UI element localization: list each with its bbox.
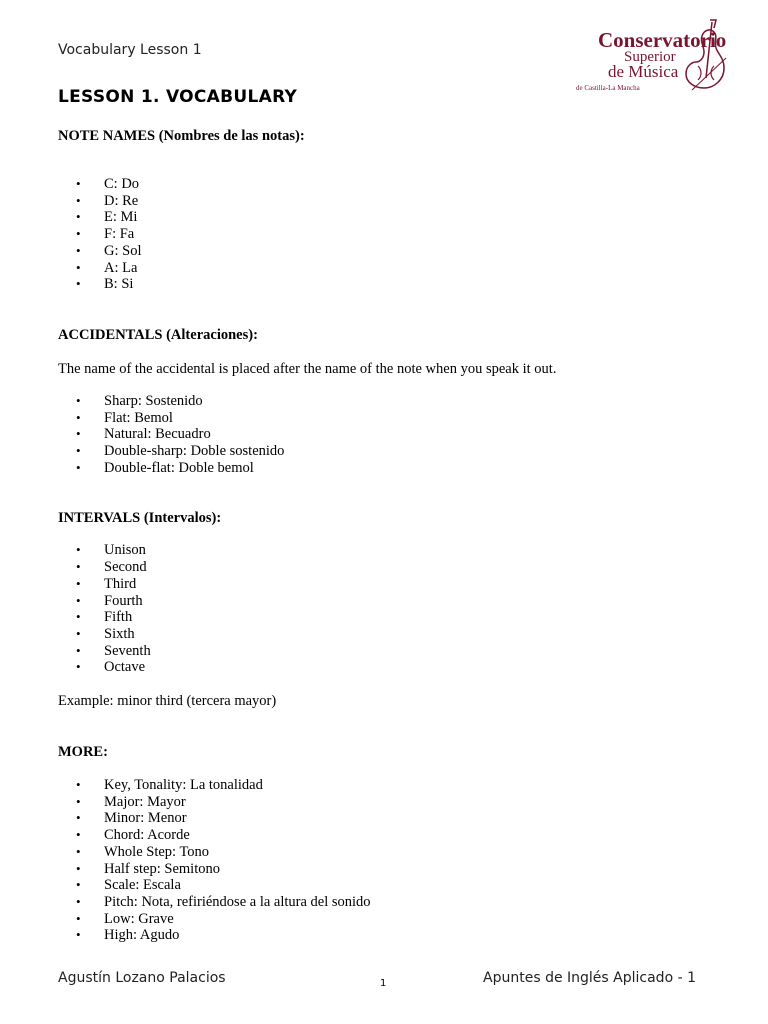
list-item: • Second bbox=[104, 559, 718, 576]
list-item: • Sharp: Sostenido bbox=[104, 393, 718, 410]
footer-author: Agustín Lozano Palacios bbox=[58, 970, 226, 986]
accidentals-intro: The name of the accidental is placed after the name of the note when you speak it out. bbox=[58, 360, 557, 377]
logo-line-3: de Música bbox=[608, 62, 679, 81]
list-item: • Double-flat: Doble bemol bbox=[104, 460, 718, 477]
section-heading-notes: NOTE NAMES (Nombres de las notas): bbox=[58, 128, 305, 144]
list-item: • Scale: Escala bbox=[104, 877, 718, 894]
note-names-list bbox=[58, 176, 718, 293]
document-body bbox=[58, 127, 718, 944]
footer-course: Apuntes de Inglés Aplicado - 1 bbox=[483, 970, 696, 986]
list-item: • E: Mi bbox=[104, 209, 718, 226]
section-heading-accidentals: ACCIDENTALS (Alteraciones): bbox=[58, 326, 258, 343]
list-item: • Fifth bbox=[104, 609, 718, 626]
list-item: • Double-sharp: Doble sostenido bbox=[104, 443, 718, 460]
list-item: • Half step: Semitono bbox=[104, 861, 718, 878]
list-item: • Key, Tonality: La tonalidad bbox=[104, 777, 718, 794]
page-title: LESSON 1. VOCABULARY bbox=[58, 87, 298, 107]
list-item: • Flat: Bemol bbox=[104, 410, 718, 427]
intervals-list bbox=[58, 542, 718, 676]
list-item: • B: Si bbox=[104, 276, 718, 293]
list-item: • Fourth bbox=[104, 593, 718, 610]
list-item: • D: Re bbox=[104, 193, 718, 210]
list-item: • Sixth bbox=[104, 626, 718, 643]
list-item: • Major: Mayor bbox=[104, 794, 718, 811]
list-item: • Low: Grave bbox=[104, 911, 718, 928]
page-number: 1 bbox=[380, 978, 387, 989]
list-item: • Pitch: Nota, refiriéndose a la altura del sonido bbox=[104, 894, 718, 911]
more-list bbox=[58, 777, 718, 944]
conservatory-logo bbox=[574, 18, 734, 98]
section-heading-more: MORE: bbox=[58, 744, 108, 761]
list-item: • High: Agudo bbox=[104, 927, 718, 944]
list-item: • Seventh bbox=[104, 643, 718, 660]
logo-line-1: Conservatorio bbox=[598, 28, 727, 52]
list-item: • A: La bbox=[104, 260, 718, 277]
list-item: • C: Do bbox=[104, 176, 718, 193]
list-item: • Minor: Menor bbox=[104, 810, 718, 827]
list-item: • Natural: Becuadro bbox=[104, 426, 718, 443]
list-item: • Unison bbox=[104, 542, 718, 559]
accidentals-list bbox=[58, 393, 718, 477]
section-heading-intervals: INTERVALS (Intervalos): bbox=[58, 510, 222, 527]
intervals-example: Example: minor third (tercera mayor) bbox=[58, 693, 277, 710]
list-item: • Octave bbox=[104, 659, 718, 676]
logo-line-4: de Castilla-La Mancha bbox=[576, 84, 640, 92]
list-item: • G: Sol bbox=[104, 243, 718, 260]
list-item: • Whole Step: Tono bbox=[104, 844, 718, 861]
list-item: • Chord: Acorde bbox=[104, 827, 718, 844]
list-item: • F: Fa bbox=[104, 226, 718, 243]
logo-line-2: Superior bbox=[624, 49, 676, 65]
list-item: • Third bbox=[104, 576, 718, 593]
running-header: Vocabulary Lesson 1 bbox=[58, 42, 202, 58]
